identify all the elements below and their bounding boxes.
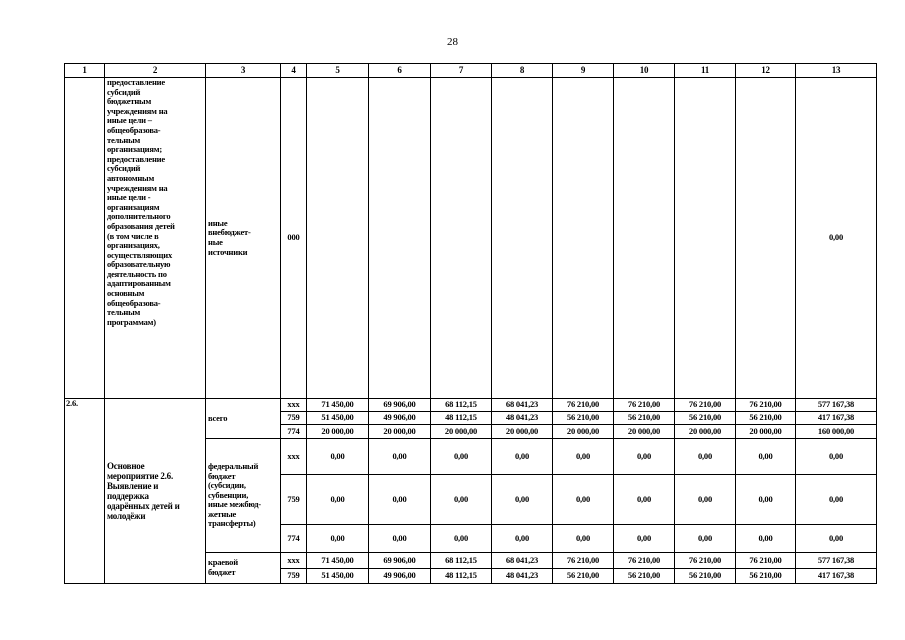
column-number: 13 [796, 64, 877, 78]
year-amount: 68 112,15 [431, 553, 492, 569]
text-line: субсидий [107, 163, 141, 174]
measure-row [65, 399, 877, 412]
text-line: автономным [107, 172, 155, 183]
funding-source [206, 439, 281, 553]
year-amount: 0,00 [492, 475, 553, 525]
budget-table [64, 63, 877, 584]
year-amount: 68 041,23 [492, 553, 553, 569]
text-line: иные межбюд- [208, 499, 261, 510]
measure-name [105, 399, 206, 584]
year-amount: 49 906,00 [369, 412, 431, 425]
year-amount: 0,00 [736, 439, 796, 475]
year-amount: 0,00 [369, 475, 431, 525]
year-amount: 49 906,00 [369, 569, 431, 584]
year-amount: 0,00 [307, 475, 369, 525]
year-amount: 0,00 [431, 439, 492, 475]
measure-description [105, 78, 206, 399]
year-amount: 56 210,00 [614, 412, 675, 425]
continuation-row [65, 78, 877, 399]
text-line: жетные [208, 508, 237, 519]
year-amount: 76 210,00 [614, 553, 675, 569]
year-amount: 0,00 [492, 439, 553, 475]
text-line: всего [208, 412, 228, 423]
text-line: тельным [107, 134, 141, 145]
year-amount: 56 210,00 [736, 412, 796, 425]
total-amount: 577 167,38 [796, 399, 877, 412]
year-amount: 76 210,00 [675, 553, 736, 569]
budget-code: 774 [281, 425, 307, 439]
column-number: 3 [206, 64, 281, 78]
text-line: поддержка [107, 491, 149, 501]
text-line: ные [208, 237, 223, 247]
year-amount: 0,00 [431, 525, 492, 553]
year-amount: 20 000,00 [307, 425, 369, 439]
year-amount: 0,00 [614, 525, 675, 553]
column-number-header-row [65, 64, 877, 78]
text-line: общеобразова- [107, 297, 161, 308]
year-amount: 0,00 [675, 439, 736, 475]
column-number: 12 [736, 64, 796, 78]
year-amount: 0,00 [431, 475, 492, 525]
text-line: трансферты) [208, 518, 256, 529]
text-line: Выявление и [107, 480, 159, 491]
page-number: 28 [447, 36, 458, 48]
budget-code: ххх [281, 439, 307, 475]
year-amount: 69 906,00 [369, 399, 431, 412]
year-amount: 71 450,00 [307, 553, 369, 569]
column-number: 7 [431, 64, 492, 78]
text-line: одарённых детей и [107, 501, 180, 512]
text-line: организациям; [107, 144, 162, 155]
text-line: учреждениям на [107, 105, 168, 116]
column-number: 9 [553, 64, 614, 78]
text-line: источники [208, 246, 248, 257]
year-amount: 20 000,00 [431, 425, 492, 439]
column-number: 2 [105, 64, 206, 78]
year-amount: 0,00 [614, 439, 675, 475]
year-amount: 20 000,00 [614, 425, 675, 439]
text-line: (субсидии, [208, 480, 246, 491]
column-number: 5 [307, 64, 369, 78]
year-amount: 56 210,00 [553, 412, 614, 425]
year-amount: 0,00 [369, 525, 431, 553]
year-amount-cell [307, 78, 369, 399]
text-line: общеобразова- [107, 124, 161, 135]
funding-source [206, 553, 281, 584]
text-line: иные цели – [107, 115, 152, 126]
year-amount: 0,00 [614, 475, 675, 525]
column-number: 10 [614, 64, 675, 78]
year-amount-cell [553, 78, 614, 399]
table-body [65, 64, 877, 584]
text-line: образования детей [107, 220, 175, 231]
text-line: (в том числе в [107, 230, 159, 241]
text-line: адаптированным [107, 278, 171, 289]
year-amount: 0,00 [736, 475, 796, 525]
total-amount: 417 167,38 [796, 569, 877, 584]
text-line: краевой [208, 557, 238, 568]
text-line: осуществляющих [107, 249, 173, 260]
year-amount: 0,00 [307, 525, 369, 553]
year-amount: 48 041,23 [492, 569, 553, 584]
text-line: программам) [107, 316, 156, 327]
text-line: бюджет [208, 470, 236, 481]
year-amount: 0,00 [307, 439, 369, 475]
year-amount: 20 000,00 [553, 425, 614, 439]
text-line: внебюджет- [208, 227, 251, 238]
year-amount: 0,00 [492, 525, 553, 553]
year-amount-cell [675, 78, 736, 399]
year-amount: 56 210,00 [614, 569, 675, 584]
year-amount: 68 041,23 [492, 399, 553, 412]
measure-number-cell [65, 78, 105, 399]
year-amount: 48 112,15 [431, 569, 492, 584]
text-line: Основное [107, 460, 145, 471]
year-amount-cell [614, 78, 675, 399]
total-amount: 577 167,38 [796, 553, 877, 569]
budget-code: 000 [281, 78, 307, 399]
year-amount-cell [492, 78, 553, 399]
column-number: 8 [492, 64, 553, 78]
year-amount: 71 450,00 [307, 399, 369, 412]
budget-code: ххх [281, 553, 307, 569]
year-amount: 76 210,00 [553, 399, 614, 412]
funding-source [206, 399, 281, 439]
year-amount: 0,00 [736, 525, 796, 553]
text-line: образовательную [107, 259, 171, 270]
text-line: молодёжи [107, 511, 146, 522]
budget-code: 759 [281, 412, 307, 425]
text-line: бюджет [208, 567, 236, 577]
total-amount: 0,00 [796, 525, 877, 553]
year-amount: 68 112,15 [431, 399, 492, 412]
text-line: деятельность по [107, 268, 167, 279]
total-amount: 160 000,00 [796, 425, 877, 439]
text-line: иные [208, 217, 228, 228]
year-amount: 56 210,00 [675, 412, 736, 425]
year-amount: 56 210,00 [553, 569, 614, 584]
year-amount: 48 041,23 [492, 412, 553, 425]
year-amount-cell [369, 78, 431, 399]
year-amount: 56 210,00 [675, 569, 736, 584]
text-line: субвенции, [208, 489, 249, 500]
text-line: иные цели - [107, 192, 151, 203]
year-amount: 76 210,00 [614, 399, 675, 412]
total-amount: 0,00 [796, 78, 877, 399]
year-amount: 76 210,00 [675, 399, 736, 412]
year-amount: 0,00 [553, 475, 614, 525]
budget-code: 759 [281, 569, 307, 584]
year-amount: 76 210,00 [736, 553, 796, 569]
year-amount: 51 450,00 [307, 569, 369, 584]
year-amount: 0,00 [675, 475, 736, 525]
year-amount: 76 210,00 [553, 553, 614, 569]
text-line: организациях, [107, 240, 160, 251]
year-amount-cell [736, 78, 796, 399]
text-line: субсидий [107, 86, 141, 97]
year-amount: 0,00 [553, 525, 614, 553]
text-line: основным [107, 288, 145, 299]
year-amount: 69 906,00 [369, 553, 431, 569]
year-amount: 51 450,00 [307, 412, 369, 425]
total-amount: 0,00 [796, 439, 877, 475]
budget-code: ххх [281, 399, 307, 412]
budget-code: 774 [281, 525, 307, 553]
text-line: организациям [107, 201, 160, 212]
column-number: 6 [369, 64, 431, 78]
measure-number: 2.6. [65, 399, 105, 584]
year-amount: 56 210,00 [736, 569, 796, 584]
year-amount: 0,00 [369, 439, 431, 475]
text-line: тельным [107, 307, 141, 318]
text-line: предоставление [107, 77, 165, 87]
text-line: учреждениям на [107, 182, 168, 193]
text-line: предоставление [107, 153, 165, 164]
year-amount: 20 000,00 [675, 425, 736, 439]
year-amount: 20 000,00 [369, 425, 431, 439]
total-amount: 0,00 [796, 475, 877, 525]
year-amount: 0,00 [675, 525, 736, 553]
total-amount: 417 167,38 [796, 412, 877, 425]
text-line: федеральный [208, 460, 259, 471]
funding-source [206, 78, 281, 399]
year-amount: 20 000,00 [736, 425, 796, 439]
budget-code: 759 [281, 475, 307, 525]
year-amount: 0,00 [553, 439, 614, 475]
year-amount: 20 000,00 [492, 425, 553, 439]
year-amount-cell [431, 78, 492, 399]
year-amount: 76 210,00 [736, 399, 796, 412]
column-number: 1 [65, 64, 105, 78]
text-line: дополнительного [107, 211, 171, 222]
column-number: 11 [675, 64, 736, 78]
text-line: бюджетным [107, 96, 152, 107]
year-amount: 48 112,15 [431, 412, 492, 425]
text-line: мероприятие 2.6. [107, 470, 174, 481]
column-number: 4 [281, 64, 307, 78]
